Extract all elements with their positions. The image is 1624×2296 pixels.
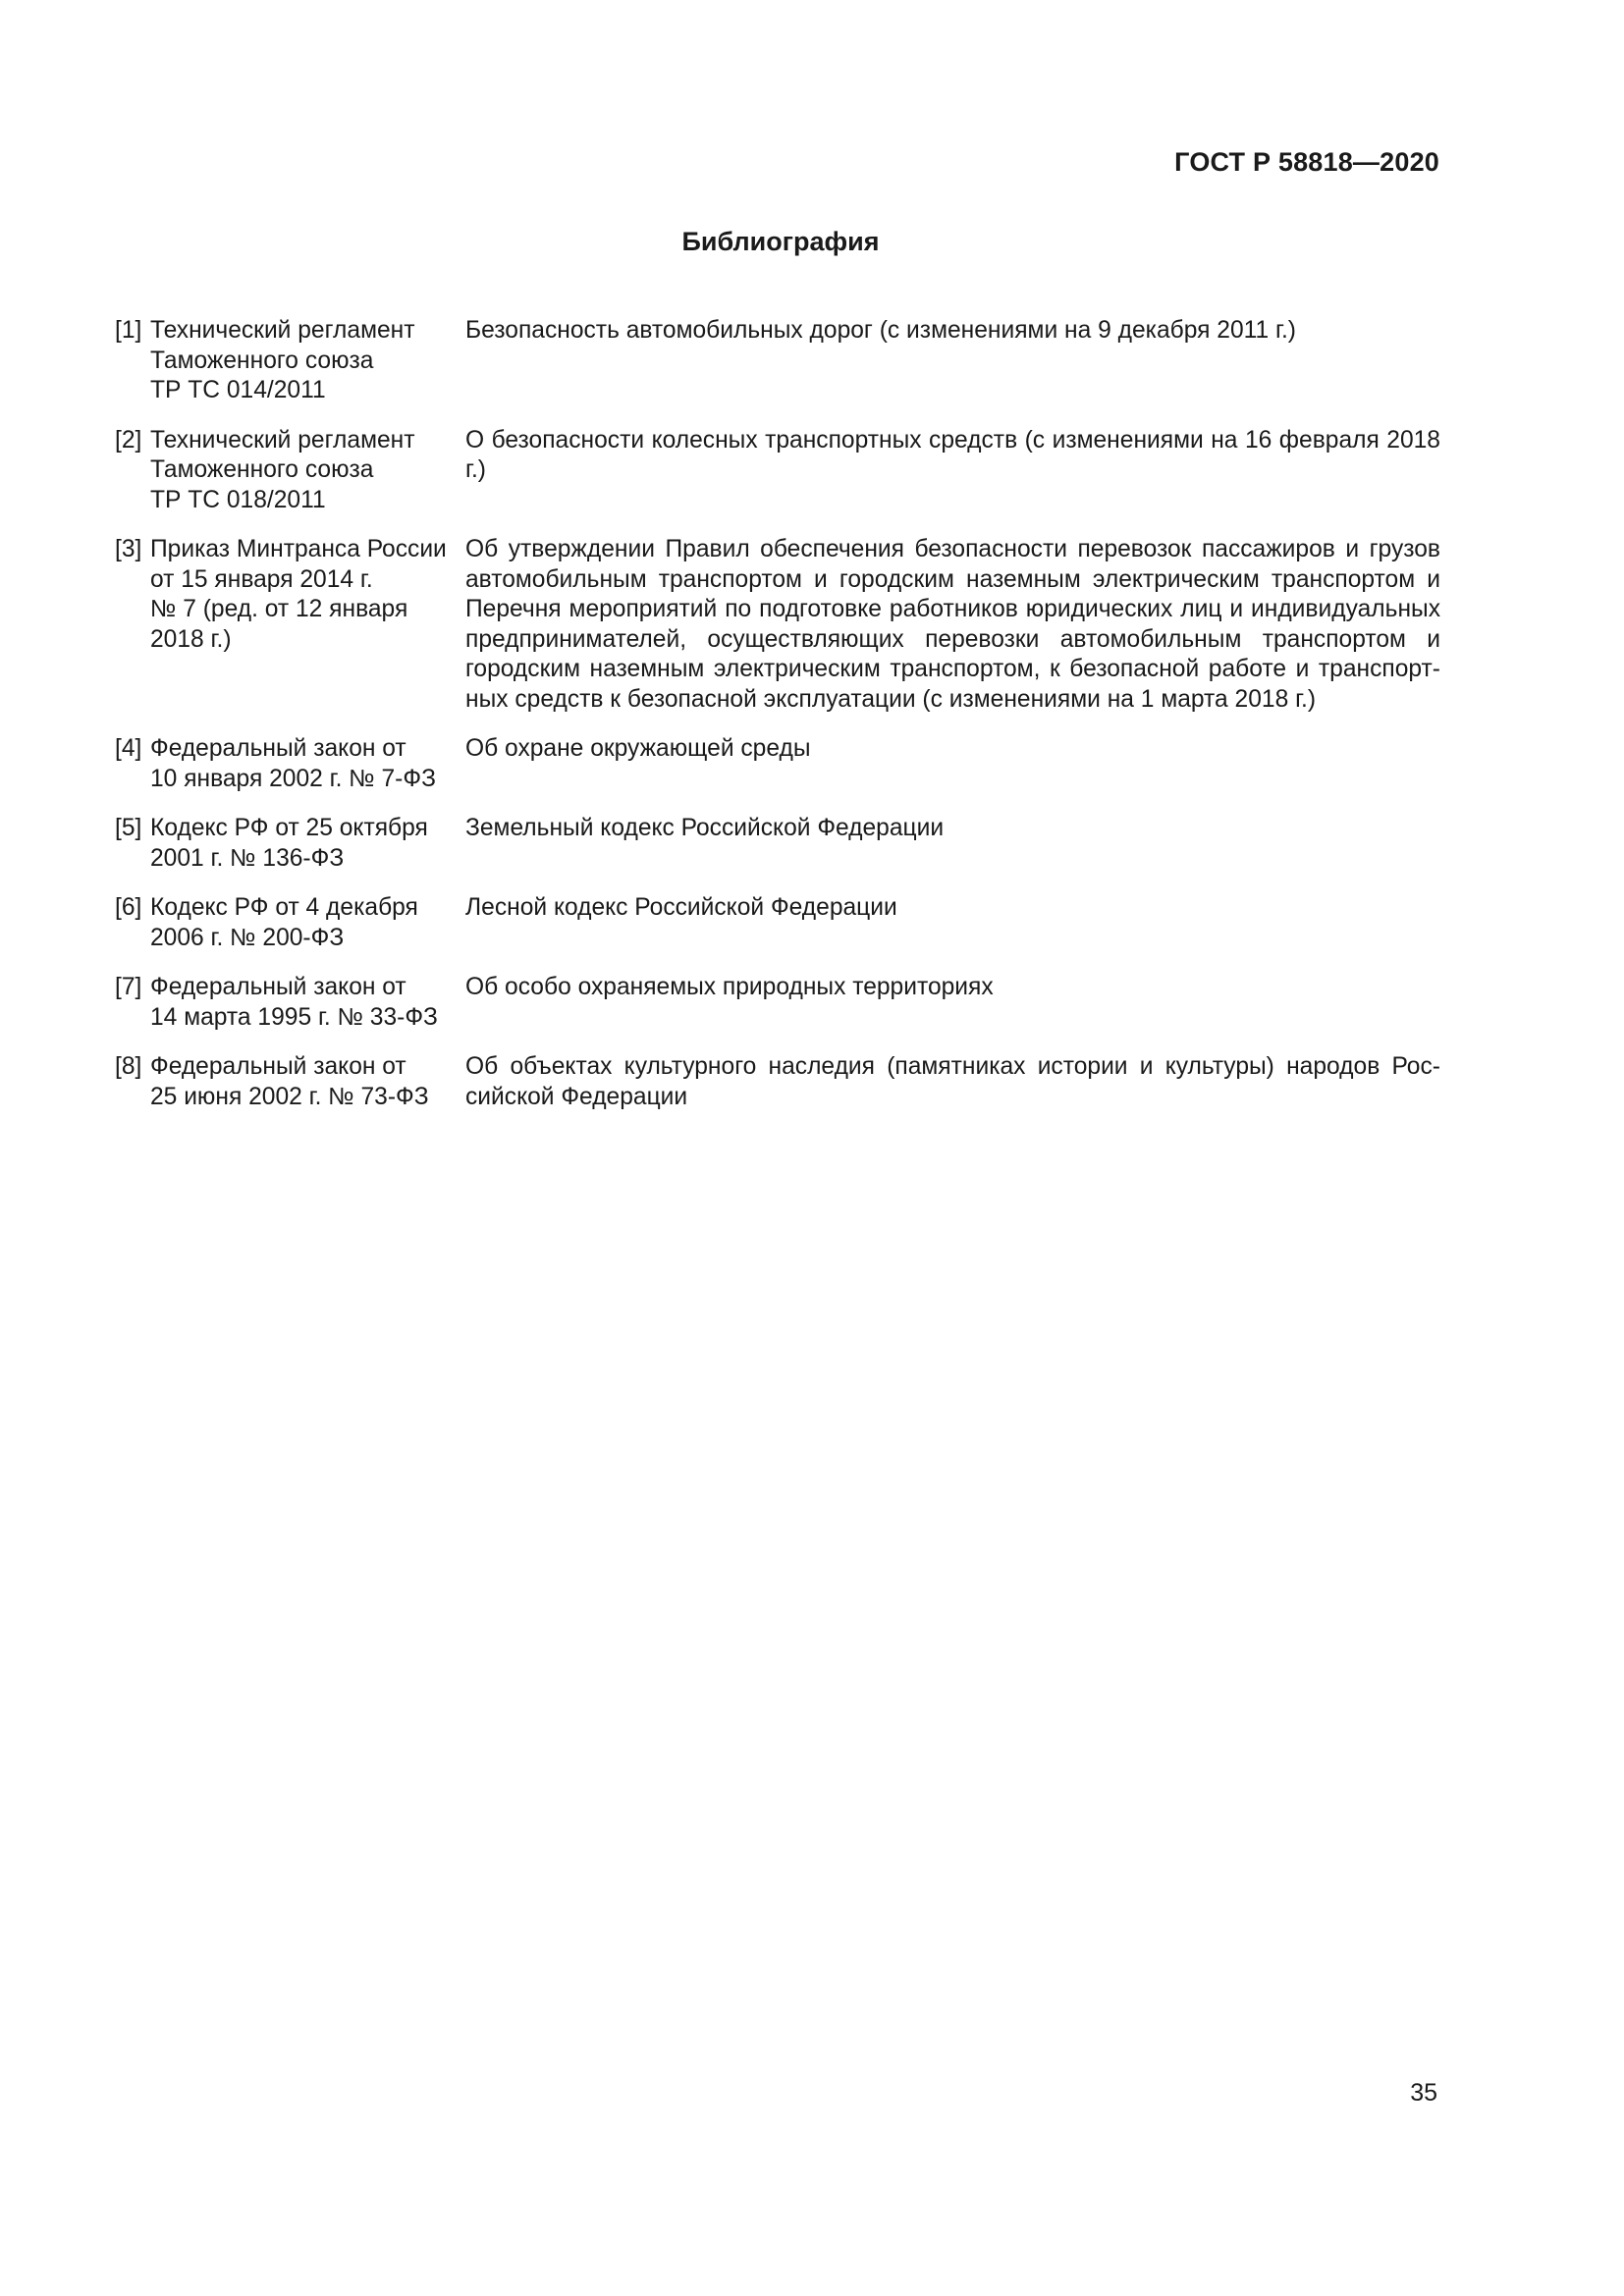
entry-source: Федеральный закон от 10 января 2002 г. № 7-ФЗ [150,735,436,792]
bibliography-reference [115,973,465,1033]
entry-title: Об утверждении Правил обеспечения безопасности перевозок пассажиров и грузов автомобильным транспортом и городским наземным электрическим транспортом и Перечня мероприятий по подготовке работников юридических лиц и индивидуальных предпринимателей, осуществляющих перевозки автомобильным транспортом и городским наземным электрическим транспортом, к безопасной работе и транспортных средств к безопасной эксплуатации (с изменениями на 1 марта 2018 г.) [465,536,1440,713]
entry-source: Технический регламент Таможенного союза ТР ТС 014/2011 [150,317,415,403]
entry-title: Об охране окружающей среды [465,735,811,762]
bibliography-entry [115,426,1440,516]
entry-number: [8] [115,1053,142,1080]
entry-title: Лесной кодекс Российской Федерации [465,894,897,921]
bibliography-reference [115,734,465,794]
bibliography-reference [115,1052,465,1112]
entry-number: [6] [115,894,142,921]
entry-source: Федеральный закон от 25 июня 2002 г. № 73-ФЗ [150,1053,429,1110]
entry-source: Технический регламент Таможенного союза ТР ТС 018/2011 [150,426,415,513]
entry-number: [7] [115,974,142,1000]
entry-source: Приказ Минтранса России от 15 января 2014 г. № 7 (ред. от 12 января 2018 г.) [150,536,447,653]
entry-source: Кодекс РФ от 25 октября 2001 г. № 136-ФЗ [150,815,428,872]
bibliography-entry [115,316,1440,406]
bibliography-entry [115,814,1440,874]
entry-number: [5] [115,815,142,841]
entry-number: [4] [115,735,142,762]
entry-title: Земельный кодекс Российской Федерации [465,815,945,841]
bibliography-list [115,316,1440,1132]
page-number: 35 [1410,2079,1437,2107]
bibliography-reference [115,893,465,953]
entry-source: Кодекс РФ от 4 декабря 2006 г. № 200-ФЗ [150,894,418,951]
entry-title: Об особо охраняемых природных территориях [465,974,994,1000]
bibliography-entry [115,973,1440,1033]
bibliography-entry [115,535,1440,715]
document-code: ГОСТ Р 58818—2020 [1174,147,1439,177]
bibliography-entry [115,1052,1440,1112]
entry-source: Федеральный закон от 14 марта 1995 г. № 33-ФЗ [150,974,438,1031]
entry-title: Об объектах культурного наследия (памятниках истории и культуры) народов Российской Федерации [465,1053,1440,1110]
entry-number: [1] [115,317,142,344]
entry-title: О безопасности колесных транспортных средств (с изменениями на 16 февраля 2018 г.) [465,426,1440,483]
entry-number: [3] [115,536,142,562]
bibliography-reference [115,814,465,874]
bibliography-reference [115,535,465,715]
bibliography-reference [115,426,465,516]
section-title: Библиография [681,227,880,256]
entry-title: Безопасность автомобильных дорог (с изменениями на 9 декабря 2011 г.) [465,317,1296,344]
bibliography-entry [115,893,1440,953]
bibliography-entry [115,734,1440,794]
entry-number: [2] [115,426,142,454]
bibliography-reference [115,316,465,406]
